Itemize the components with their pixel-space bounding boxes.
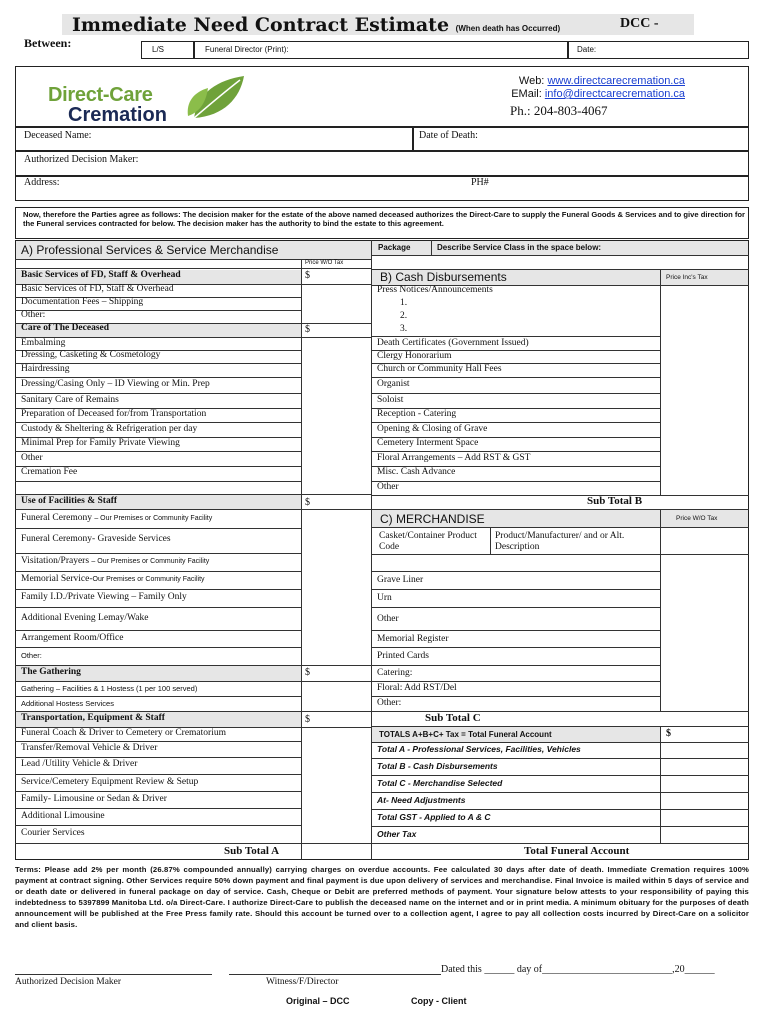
basic-item[interactable]: Basic Services of FD, Staff & Overhead bbox=[21, 284, 174, 294]
funeral-director-field[interactable]: Funeral Director (Print): bbox=[194, 41, 568, 59]
care-item[interactable]: Other bbox=[21, 453, 43, 463]
price-wo-tax-c: Price W/O Tax bbox=[676, 515, 718, 522]
merch-item[interactable]: Floral: Add RST/Del bbox=[377, 683, 457, 693]
totals-dollar: $ bbox=[666, 728, 671, 739]
transport-item[interactable]: Transfer/Removal Vehicle & Driver bbox=[21, 743, 158, 753]
witness-signature[interactable]: Witness/F/Director bbox=[266, 977, 339, 987]
company-logo bbox=[44, 78, 244, 124]
care-item[interactable]: Minimal Prep for Family Private Viewing bbox=[21, 438, 180, 448]
address-field[interactable]: Address: PH# bbox=[15, 176, 749, 201]
price-inc-tax: Price Inc's Tax bbox=[666, 274, 708, 281]
facility-ceremony[interactable]: Funeral Ceremony – Our Premises or Community Facility bbox=[21, 513, 213, 523]
disbursement-item[interactable]: Reception - Catering bbox=[377, 409, 457, 419]
original-copy: Original – DCC bbox=[286, 996, 350, 1006]
email-link[interactable]: info@directcarecremation.ca bbox=[544, 88, 685, 100]
total-line: Total B - Cash Disbursements bbox=[377, 761, 498, 771]
title-note: (When death has Occurred) bbox=[455, 24, 561, 33]
total-line: Total C - Merchandise Selected bbox=[377, 778, 503, 788]
merch-item[interactable]: Grave Liner bbox=[377, 575, 424, 585]
care-item[interactable]: Hairdressing bbox=[21, 364, 70, 374]
section-b-title: B) Cash Disbursements bbox=[380, 270, 507, 284]
page-title: Immediate Need Contract Estimate (When death has Occurred) bbox=[72, 14, 561, 36]
care-item[interactable]: Embalming bbox=[21, 338, 66, 348]
disbursement-item[interactable]: Death Certificates (Government Issued) bbox=[377, 338, 529, 348]
web-link[interactable]: www.directcarecremation.ca bbox=[547, 75, 685, 87]
disbursement-item[interactable]: 1. bbox=[400, 298, 408, 308]
agreement-text: Now, therefore the Parties agree as follows: The decision maker for the estate of the above named deceased authorizes the Direct-Care to supply the Funeral Goods & Services and to give direction for the Funeral services contracted for below. The decision maker has the authority to bind the estate to this agreement. bbox=[23, 210, 745, 229]
disbursement-item[interactable]: Soloist bbox=[377, 395, 404, 405]
merch-item[interactable]: Printed Cards bbox=[377, 651, 429, 661]
dated-line[interactable]: Dated this ______ day of__________________________,20______ bbox=[441, 964, 715, 975]
gathering-item[interactable]: Gathering – Facilities & 1 Hostess (1 per 100 served) bbox=[21, 684, 198, 693]
disbursement-item[interactable]: 2. bbox=[400, 311, 408, 321]
disbursement-item[interactable]: Church or Community Hall Fees bbox=[377, 364, 502, 374]
merch-item[interactable]: Memorial Register bbox=[377, 634, 449, 644]
disbursement-item[interactable]: Clergy Honorarium bbox=[377, 351, 452, 361]
disbursement-item[interactable]: Misc. Cash Advance bbox=[377, 467, 456, 477]
transport-item[interactable]: Lead /Utility Vehicle & Driver bbox=[21, 759, 138, 769]
dcc-label: DCC - bbox=[620, 16, 659, 31]
care-item[interactable]: Sanitary Care of Remains bbox=[21, 395, 119, 405]
leaf-icon bbox=[184, 72, 254, 122]
describe-label: Describe Service Class in the space below: bbox=[437, 243, 602, 252]
disbursement-item[interactable]: Press Notices/Announcements bbox=[377, 285, 493, 295]
subtotal-a: Sub Total A bbox=[224, 845, 280, 857]
dollar-basic: $ bbox=[305, 270, 310, 281]
product-description[interactable]: Product/Manufacturer/ and or Alt. Description bbox=[495, 531, 625, 552]
dollar-care: $ bbox=[305, 324, 310, 335]
subtotal-b: Sub Total B bbox=[587, 495, 643, 507]
care-item[interactable]: Cremation Fee bbox=[21, 467, 78, 477]
ls-box[interactable]: L/S bbox=[141, 41, 194, 59]
transport-item[interactable]: Family- Limousine or Sedan & Driver bbox=[21, 794, 167, 804]
date-field[interactable]: Date: bbox=[568, 41, 749, 59]
disbursement-item[interactable]: Other bbox=[377, 482, 399, 492]
basic-item[interactable]: Other: bbox=[21, 310, 46, 320]
logo-line1: Direct-Care bbox=[48, 84, 153, 106]
casket-code[interactable]: Casket/Container Product Code bbox=[379, 531, 477, 552]
facility-memorial[interactable]: Memorial Service-Our Premises or Community Facility bbox=[21, 574, 205, 584]
date-of-death-field[interactable]: Date of Death: bbox=[413, 126, 749, 151]
between-label: Between: bbox=[24, 36, 72, 50]
care-item[interactable]: Dressing/Casing Only – ID Viewing or Min. Prep bbox=[21, 379, 210, 389]
disbursement-item[interactable]: Organist bbox=[377, 379, 410, 389]
client-copy: Copy - Client bbox=[411, 996, 467, 1006]
total-funeral-account: Total Funeral Account bbox=[524, 845, 630, 857]
transport-item[interactable]: Additional Limousine bbox=[21, 811, 105, 821]
totals-header: TOTALS A+B+C+ Tax = Total Funeral Account bbox=[379, 730, 552, 739]
disbursement-item[interactable]: Cemetery Interment Space bbox=[377, 438, 479, 448]
web-line: Web: www.directcarecremation.ca bbox=[518, 75, 685, 87]
package-label: Package bbox=[378, 243, 411, 252]
disbursement-item[interactable]: Floral Arrangements – Add RST & GST bbox=[377, 453, 531, 463]
basic-header: Basic Services of FD, Staff & Overhead bbox=[21, 270, 181, 280]
decision-maker-signature[interactable]: Authorized Decision Maker bbox=[15, 977, 122, 987]
decision-maker-field[interactable]: Authorized Decision Maker: bbox=[15, 151, 749, 176]
transport-header: Transportation, Equipment & Staff bbox=[21, 713, 165, 723]
disbursement-item[interactable]: 3. bbox=[400, 324, 408, 334]
facilities-header: Use of Facilities & Staff bbox=[21, 496, 118, 506]
subtotal-c: Sub Total C bbox=[425, 712, 481, 724]
merch-item[interactable]: Other: bbox=[377, 698, 402, 708]
gathering-item[interactable]: Additional Hostess Services bbox=[21, 699, 114, 708]
gathering-header: The Gathering bbox=[21, 667, 81, 677]
care-item[interactable]: Preparation of Deceased for/from Transportation bbox=[21, 409, 207, 419]
transport-item[interactable]: Funeral Coach & Driver to Cemetery or Crematorium bbox=[21, 728, 226, 738]
logo-line2: Cremation bbox=[68, 104, 167, 126]
email-line: EMail: info@directcarecremation.ca bbox=[511, 88, 685, 100]
phone: Ph.: 204-803-4067 bbox=[510, 103, 608, 118]
facility-other[interactable]: Other: bbox=[21, 651, 42, 660]
terms-text: Terms: Please add 2% per month (26.87% compounded annually) carrying charges on overdue accounts. Fee calculated 30 days after date of death. Immediate Cremation requires 100% payment at contract signing. Other Services require 50% down payment and final payment is due upon delivery of services and merchandise. Final Invoice is mailed within 5 days of service and or death date or delivered in funeral package on day of service. Cash, Cheque or Debit are preferred methods of payment. Your signature below attests to your responsibility of paying this indebtedness to 5397899 Manitoba Ltd. o/a Direct-Care. I authorize Direct-Care to publish the deceased name on the internet and or in print media. A minimum obituary for the purposes of death announcement will be published at the Free Press family rate. Should this account be turned over to a collection agent, I agree to pay all collection costs incurred by Direct-Care on a solicitor and client basis. bbox=[15, 865, 749, 929]
disbursement-item[interactable]: Opening & Closing of Grave bbox=[377, 424, 488, 434]
deceased-name-field[interactable]: Deceased Name: bbox=[15, 126, 413, 151]
price-wo-tax-a: Price W/O Tax bbox=[305, 260, 344, 266]
total-line: At- Need Adjustments bbox=[377, 795, 466, 805]
facility-graveside[interactable]: Funeral Ceremony- Graveside Services bbox=[21, 534, 171, 544]
care-item[interactable]: Custody & Sheltering & Refrigeration per day bbox=[21, 424, 198, 434]
total-line: Total GST - Applied to A & C bbox=[377, 812, 491, 822]
merch-item[interactable]: Other bbox=[377, 614, 399, 624]
facility-visitation[interactable]: Visitation/Prayers – Our Premises or Community Facility bbox=[21, 556, 210, 566]
merch-item[interactable]: Catering: bbox=[377, 668, 413, 678]
total-line: Other Tax bbox=[377, 829, 417, 839]
section-a-title: A) Professional Services & Service Merchandise bbox=[21, 243, 279, 257]
transport-item[interactable]: Service/Cemetery Equipment Review & Setup bbox=[21, 777, 199, 787]
care-item[interactable]: Dressing, Casketing & Cosmetology bbox=[21, 350, 161, 360]
facility-evening[interactable]: Additional Evening Lemay/Wake bbox=[21, 613, 149, 623]
dollar-gathering: $ bbox=[305, 667, 310, 678]
basic-item[interactable]: Documentation Fees – Shipping bbox=[21, 297, 144, 307]
dollar-transport: $ bbox=[305, 714, 310, 725]
merch-item[interactable]: Urn bbox=[377, 593, 392, 603]
care-header: Care of The Deceased bbox=[21, 323, 110, 333]
transport-item[interactable]: Courier Services bbox=[21, 828, 85, 838]
dollar-facilities: $ bbox=[305, 497, 310, 508]
section-c-title: C) MERCHANDISE bbox=[380, 512, 485, 526]
facility-arrangement[interactable]: Arrangement Room/Office bbox=[21, 633, 124, 643]
total-line: Total A - Professional Services, Facilities, Vehicles bbox=[377, 744, 581, 754]
facility-family-viewing[interactable]: Family I.D./Private Viewing – Family Only bbox=[21, 592, 187, 602]
